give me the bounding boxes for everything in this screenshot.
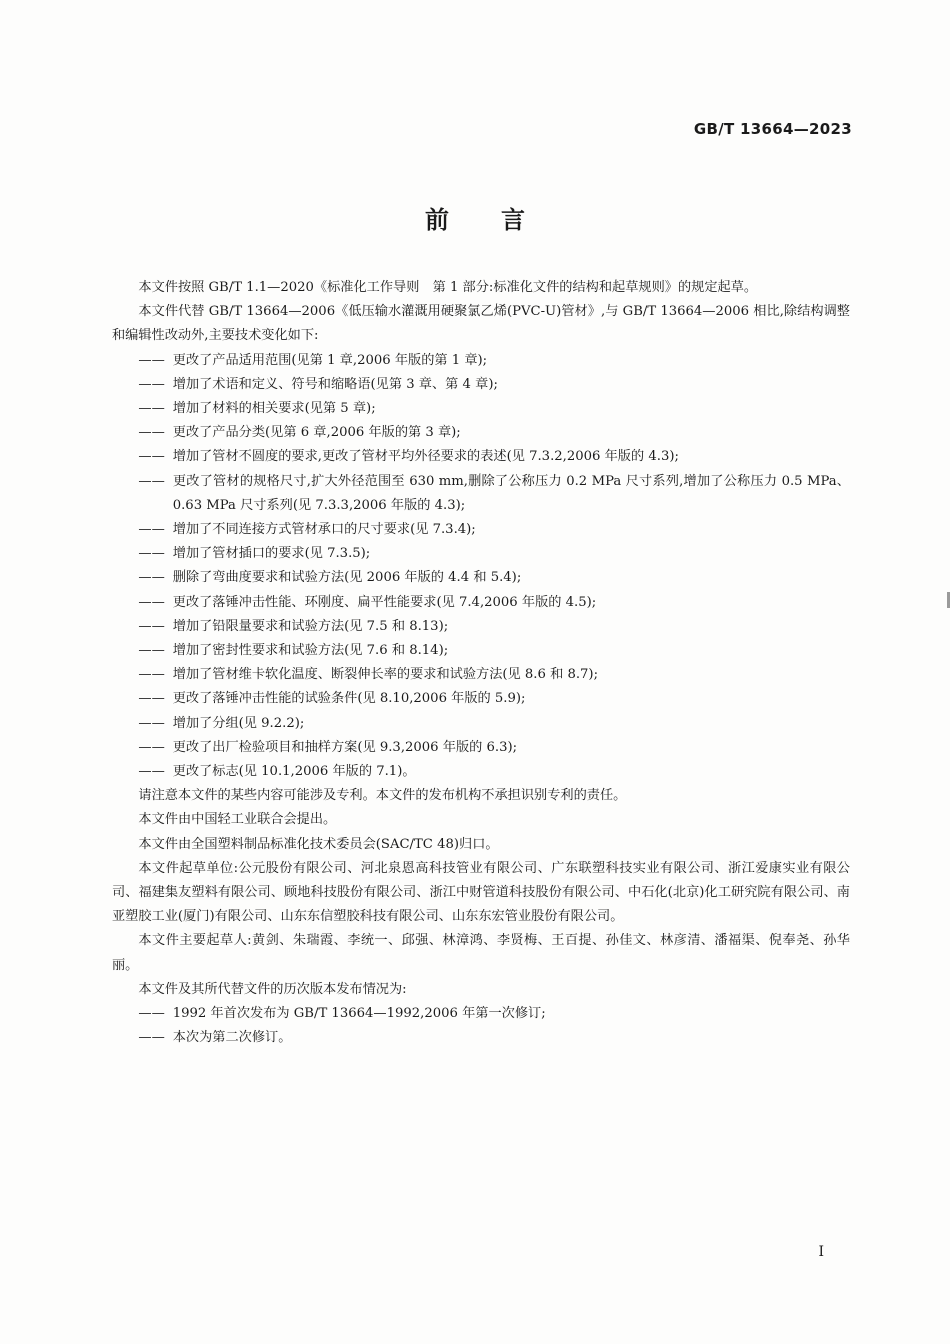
- paragraph-committee: 本文件由全国塑料制品标准化技术委员会(SAC/TC 48)归口。: [138, 836, 499, 852]
- page-number: I: [818, 1244, 824, 1260]
- list-item: —— 增加了密封性要求和试验方法(见 7.6 和 8.14);: [138, 643, 449, 659]
- list-item: —— 更改了产品适用范围(见第 1 章,2006 年版的第 1 章);: [138, 352, 488, 368]
- list-item: —— 更改了落锤冲击性能、环刚度、扁平性能要求(见 7.4,2006 年版的 4.5);: [138, 594, 597, 610]
- list-item: —— 本次为第二次修订。: [138, 1030, 292, 1046]
- list-item: —— 更改了出厂检验项目和抽样方案(见 9.3,2006 年版的 6.3);: [138, 739, 518, 755]
- paragraph-replacement: 本文件代替 GB/T 13664—2006《低压输水灌溉用硬聚氯乙烯(PVC-U)管材》,与 GB/T 13664—2006 相比,除结构调整和编辑性改动外,主要技术变化如下:: [112, 304, 850, 344]
- list-item: —— 增加了分组(见 9.2.2);: [138, 715, 305, 731]
- list-item: —— 更改了产品分类(见第 6 章,2006 年版的第 3 章);: [138, 425, 461, 441]
- technical-changes-list: [112, 349, 850, 785]
- list-item: —— 增加了管材插口的要求(见 7.3.5);: [138, 546, 371, 562]
- list-item: —— 增加了铅限量要求和试验方法(见 7.5 和 8.13);: [138, 618, 449, 634]
- list-item: —— 删除了弯曲度要求和试验方法(见 2006 年版的 4.4 和 5.4);: [138, 570, 522, 586]
- list-item: —— 1992 年首次发布为 GB/T 13664—1992,2006 年第一次修订;: [138, 1006, 546, 1022]
- list-item: —— 增加了材料的相关要求(见第 5 章);: [138, 401, 376, 417]
- paragraph-history-intro: 本文件及其所代替文件的历次版本发布情况为:: [138, 981, 407, 997]
- version-history-list: [112, 1002, 850, 1050]
- list-item: —— 增加了管材维卡软化温度、断裂伸长率的要求和试验方法(见 8.6 和 8.7);: [138, 667, 599, 683]
- paragraph-drafting-rules: 本文件按照 GB/T 1.1—2020《标准化工作导则 第 1 部分:标准化文件的结构和起草规则》的规定起草。: [138, 280, 758, 295]
- list-item: —— 更改了标志(见 10.1,2006 年版的 7.1)。: [138, 764, 416, 780]
- standard-number: GB/T 13664—2023: [693, 120, 852, 138]
- paragraph-drafting-units: 本文件起草单位:公元股份有限公司、河北泉恩高科技管业有限公司、广东联塑科技实业有限公司、浙江爱康实业有限公司、福建集友塑料有限公司、顾地科技股份有限公司、浙江中财管道科技股份有限公司、中石化(北京)化工研究院有限公司、南亚塑胶工业(厦门)有限公司、山东东信塑胶科技有限公司、山东东宏管业股份有限公司。: [112, 860, 850, 925]
- list-item: —— 更改了落锤冲击性能的试验条件(见 8.10,2006 年版的 5.9);: [138, 691, 526, 707]
- list-item: —— 增加了管材不圆度的要求,更改了管材平均外径要求的表述(见 7.3.2,2006 年版的 4.3);: [138, 449, 679, 465]
- paragraph-drafters: 本文件主要起草人:黄剑、朱瑞霞、李统一、邱强、林漳鸿、李贤梅、王百提、孙佳文、林彦清、潘福渠、倪奉尧、孙华丽。: [112, 933, 850, 973]
- list-item: —— 增加了不同连接方式管材承口的尺寸要求(见 7.3.4);: [138, 522, 476, 538]
- paragraph-proposer: 本文件由中国轻工业联合会提出。: [138, 812, 337, 828]
- paragraph-patent-notice: 请注意本文件的某些内容可能涉及专利。本文件的发布机构不承担识别专利的责任。: [138, 788, 627, 804]
- page-title: 前言: [425, 206, 577, 234]
- list-item: —— 更改了管材的规格尺寸,扩大外径范围至 630 mm,删除了公称压力 0.2 MPa 尺寸系列,增加了公称压力 0.5 MPa、0.63 MPa 尺寸系列(见 7.3.3,2006 年版的 4.3);: [138, 473, 850, 513]
- list-item: —— 增加了术语和定义、符号和缩略语(见第 3 章、第 4 章);: [138, 376, 498, 392]
- foreword-body: [112, 276, 850, 1051]
